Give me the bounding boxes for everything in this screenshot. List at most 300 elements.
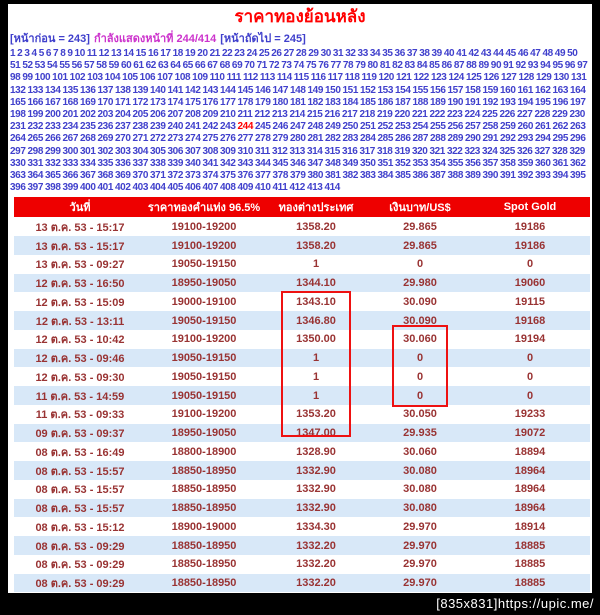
page-link[interactable]: 127 xyxy=(500,72,517,84)
page-link[interactable]: 10 xyxy=(74,48,85,59)
page-link[interactable]: 54 xyxy=(46,60,58,72)
page-link[interactable]: 16 xyxy=(147,48,159,59)
page-link[interactable]: 245 xyxy=(255,121,271,133)
page-link[interactable]: 314 xyxy=(306,145,323,157)
page-link[interactable]: 180 xyxy=(272,96,288,108)
page-link[interactable]: 264 xyxy=(10,133,26,145)
page-link[interactable]: 261 xyxy=(535,121,551,133)
page-link[interactable]: 142 xyxy=(185,84,201,96)
page-link[interactable]: 23 xyxy=(234,48,245,59)
prev-page-link[interactable]: [หน้าก่อน = 243] xyxy=(10,33,90,45)
page-link[interactable]: 205 xyxy=(132,109,148,121)
page-link[interactable]: 275 xyxy=(202,133,218,145)
page-link[interactable]: 161 xyxy=(517,84,533,96)
page-link[interactable]: 294 xyxy=(535,133,551,145)
page-link[interactable]: 328 xyxy=(551,145,568,157)
page-link[interactable]: 91 xyxy=(503,60,514,72)
page-link[interactable]: 330 xyxy=(10,157,26,169)
page-link[interactable]: 12 xyxy=(98,48,109,59)
page-link[interactable]: 164 xyxy=(570,84,586,96)
page-link[interactable]: 63 xyxy=(157,60,169,72)
page-link[interactable]: 22 xyxy=(221,48,233,59)
page-link[interactable]: 392 xyxy=(517,170,533,182)
page-link[interactable]: 97 xyxy=(577,60,588,72)
page-link[interactable]: 119 xyxy=(361,72,377,84)
page-link[interactable]: 340 xyxy=(185,157,201,169)
page-link[interactable]: 335 xyxy=(97,157,113,169)
page-link[interactable]: 203 xyxy=(97,109,113,121)
page-link[interactable]: 201 xyxy=(62,109,78,121)
page-link[interactable]: 274 xyxy=(185,133,201,145)
page-link[interactable]: 207 xyxy=(167,109,183,121)
page-link[interactable]: 273 xyxy=(167,133,183,145)
page-link[interactable]: 29 xyxy=(308,48,319,59)
page-link[interactable]: 169 xyxy=(80,96,96,108)
page-link[interactable]: 212 xyxy=(254,109,270,121)
page-link[interactable]: 283 xyxy=(342,133,358,145)
page-link[interactable]: 238 xyxy=(132,121,148,133)
page-link[interactable]: 28 xyxy=(295,48,307,59)
page-link[interactable]: 211 xyxy=(237,109,253,121)
page-link[interactable]: 312 xyxy=(271,145,288,157)
page-link[interactable]: 130 xyxy=(553,72,569,84)
page-link[interactable]: 139 xyxy=(132,84,148,96)
page-link[interactable]: 96 xyxy=(564,60,576,72)
page-link[interactable]: 291 xyxy=(482,133,498,145)
page-link[interactable]: 332 xyxy=(45,157,61,169)
page-link[interactable]: 400 xyxy=(80,182,96,194)
page-link[interactable]: 88 xyxy=(466,60,477,72)
page-link[interactable]: 196 xyxy=(552,96,568,108)
page-link[interactable]: 396 xyxy=(10,182,26,194)
page-link[interactable]: 1 xyxy=(10,48,16,59)
page-link[interactable]: 158 xyxy=(465,84,481,96)
page-link[interactable]: 369 xyxy=(115,170,131,182)
page-link[interactable]: 112 xyxy=(242,72,258,84)
page-link[interactable]: 132 xyxy=(10,84,26,96)
page-link[interactable]: 49 xyxy=(554,48,566,59)
page-link[interactable]: 229 xyxy=(551,109,568,121)
page-link[interactable]: 265 xyxy=(27,133,43,145)
page-link[interactable]: 65 xyxy=(182,60,193,72)
page-link[interactable]: 239 xyxy=(150,121,166,133)
page-link[interactable]: 110 xyxy=(209,72,225,84)
page-link[interactable]: 165 xyxy=(10,96,26,108)
page-link[interactable]: 351 xyxy=(377,157,393,169)
page-link[interactable]: 251 xyxy=(360,121,376,133)
page-link[interactable]: 195 xyxy=(535,96,551,108)
page-link[interactable]: 215 xyxy=(306,109,323,121)
page-link[interactable]: 220 xyxy=(394,109,410,121)
page-link[interactable]: 8 xyxy=(60,48,66,59)
page-link[interactable]: 363 xyxy=(10,170,26,182)
page-link[interactable]: 34 xyxy=(369,48,381,59)
page-link[interactable]: 226 xyxy=(499,109,515,121)
page-link[interactable]: 286 xyxy=(395,133,411,145)
page-link[interactable]: 223 xyxy=(446,109,463,121)
page-link[interactable]: 163 xyxy=(552,84,568,96)
page-link[interactable]: 184 xyxy=(342,96,358,108)
page-link[interactable]: 249 xyxy=(325,121,341,133)
page-link[interactable]: 90 xyxy=(490,60,502,72)
page-link[interactable]: 227 xyxy=(516,109,533,121)
page-link[interactable]: 138 xyxy=(115,84,131,96)
page-link[interactable]: 159 xyxy=(482,84,498,96)
page-link[interactable]: 299 xyxy=(45,145,61,157)
page-link[interactable]: 406 xyxy=(185,182,201,194)
page-link[interactable]: 64 xyxy=(170,60,181,72)
page-link[interactable]: 250 xyxy=(342,121,358,133)
page-link[interactable]: 99 xyxy=(22,72,33,84)
page-link[interactable]: 378 xyxy=(272,170,288,182)
page-link[interactable]: 170 xyxy=(97,96,113,108)
page-link[interactable]: 368 xyxy=(97,170,113,182)
page-link[interactable]: 222 xyxy=(429,109,445,121)
page-link[interactable]: 153 xyxy=(377,84,393,96)
page-link[interactable]: 307 xyxy=(185,145,201,157)
page-link[interactable]: 233 xyxy=(45,121,61,133)
page-link[interactable]: 94 xyxy=(540,60,551,72)
page-link[interactable]: 359 xyxy=(517,157,533,169)
page-link[interactable]: 350 xyxy=(360,157,376,169)
page-link[interactable]: 284 xyxy=(360,133,376,145)
page-link[interactable]: 379 xyxy=(290,170,306,182)
page-link[interactable]: 168 xyxy=(62,96,78,108)
page-link[interactable]: 352 xyxy=(395,157,411,169)
page-link[interactable]: 74 xyxy=(293,60,304,72)
page-link[interactable]: 354 xyxy=(430,157,446,169)
page-link[interactable]: 78 xyxy=(342,60,354,72)
page-link[interactable]: 7 xyxy=(53,48,59,59)
page-link[interactable]: 98 xyxy=(10,72,21,84)
page-link[interactable]: 353 xyxy=(412,157,428,169)
page-link[interactable]: 188 xyxy=(412,96,428,108)
page-link[interactable]: 197 xyxy=(570,96,586,108)
page-link[interactable]: 279 xyxy=(272,133,288,145)
page-link[interactable]: 240 xyxy=(167,121,183,133)
page-link[interactable]: 69 xyxy=(231,60,243,72)
page-link[interactable]: 321 xyxy=(429,145,445,157)
page-link[interactable]: 67 xyxy=(207,60,218,72)
page-link[interactable]: 2 xyxy=(17,48,23,59)
page-link[interactable]: 46 xyxy=(517,48,529,59)
page-link[interactable]: 292 xyxy=(500,133,516,145)
page-link[interactable]: 15 xyxy=(135,48,146,59)
page-link[interactable]: 339 xyxy=(167,157,183,169)
page-link[interactable]: 108 xyxy=(174,72,191,84)
page-link[interactable]: 151 xyxy=(342,84,358,96)
page-link[interactable]: 45 xyxy=(505,48,516,59)
page-link[interactable]: 150 xyxy=(325,84,341,96)
page-link[interactable]: 241 xyxy=(185,121,201,133)
page-link[interactable]: 6 xyxy=(45,48,52,59)
page-link[interactable]: 52 xyxy=(22,60,33,72)
page-link[interactable]: 122 xyxy=(413,72,429,84)
page-link[interactable]: 136 xyxy=(80,84,96,96)
page-link[interactable]: 243 xyxy=(220,121,236,133)
page-link[interactable]: 83 xyxy=(404,60,415,72)
page-link[interactable]: 377 xyxy=(255,170,271,182)
page-link[interactable]: 412 xyxy=(289,182,305,194)
page-link[interactable]: 256 xyxy=(447,121,463,133)
page-link[interactable]: 271 xyxy=(132,133,148,145)
page-link[interactable]: 280 xyxy=(290,133,306,145)
page-link[interactable]: 409 xyxy=(237,182,253,194)
page-link[interactable]: 18 xyxy=(172,48,183,59)
page-link[interactable]: 76 xyxy=(318,60,329,72)
page-link[interactable]: 77 xyxy=(330,60,341,72)
page-link[interactable]: 35 xyxy=(382,48,393,59)
page-link[interactable]: 86 xyxy=(441,60,452,72)
page-link[interactable]: 14 xyxy=(123,48,134,59)
page-link[interactable]: 44 xyxy=(493,48,504,59)
page-link[interactable]: 152 xyxy=(360,84,376,96)
page-link[interactable]: 300 xyxy=(62,145,78,157)
page-link[interactable]: 121 xyxy=(395,72,412,84)
page-link[interactable]: 242 xyxy=(202,121,218,133)
page-link[interactable]: 82 xyxy=(392,60,403,72)
page-link[interactable]: 100 xyxy=(34,72,51,84)
page-link[interactable]: 32 xyxy=(345,48,356,59)
page-link[interactable]: 347 xyxy=(307,157,323,169)
page-link[interactable]: 156 xyxy=(430,84,446,96)
page-link[interactable]: 356 xyxy=(465,157,481,169)
page-link[interactable]: 81 xyxy=(379,60,391,72)
page-link[interactable]: 47 xyxy=(530,48,541,59)
page-link[interactable]: 402 xyxy=(115,182,131,194)
page-link[interactable]: 323 xyxy=(464,145,480,157)
page-link[interactable]: 190 xyxy=(447,96,463,108)
page-link[interactable]: 87 xyxy=(453,60,465,72)
page-link[interactable]: 308 xyxy=(202,145,218,157)
page-link[interactable]: 25 xyxy=(258,48,270,59)
page-link[interactable]: 193 xyxy=(500,96,516,108)
page-link[interactable]: 116 xyxy=(310,72,326,84)
page-link[interactable]: 109 xyxy=(192,72,208,84)
page-link[interactable]: 183 xyxy=(325,96,341,108)
page-link[interactable]: 143 xyxy=(202,84,218,96)
page-link[interactable]: 72 xyxy=(268,60,280,72)
page-link[interactable]: 36 xyxy=(394,48,405,59)
page-link[interactable]: 385 xyxy=(395,170,411,182)
page-link[interactable]: 19 xyxy=(184,48,196,59)
page-link[interactable]: 59 xyxy=(108,60,119,72)
page-link[interactable]: 295 xyxy=(552,133,568,145)
page-link[interactable]: 397 xyxy=(27,182,43,194)
page-link[interactable]: 254 xyxy=(412,121,428,133)
page-link[interactable]: 24 xyxy=(246,48,257,59)
page-link[interactable]: 175 xyxy=(185,96,201,108)
page-link[interactable]: 41 xyxy=(456,48,467,59)
page-link[interactable]: 267 xyxy=(62,133,78,145)
page-link[interactable]: 27 xyxy=(283,48,294,59)
page-link[interactable]: 134 xyxy=(45,84,61,96)
page-link[interactable]: 204 xyxy=(115,109,131,121)
page-link[interactable]: 137 xyxy=(97,84,113,96)
page-link[interactable]: 141 xyxy=(167,84,183,96)
page-link[interactable]: 206 xyxy=(150,109,166,121)
page-link[interactable]: 334 xyxy=(80,157,96,169)
page-link[interactable]: 43 xyxy=(480,48,492,59)
page-link[interactable]: 293 xyxy=(517,133,533,145)
page-link[interactable]: 80 xyxy=(367,60,378,72)
page-link[interactable]: 305 xyxy=(150,145,166,157)
page-link[interactable]: 115 xyxy=(293,72,309,84)
page-link[interactable]: 26 xyxy=(271,48,282,59)
page-link[interactable]: 318 xyxy=(376,145,393,157)
page-link[interactable]: 247 xyxy=(290,121,306,133)
page-link[interactable]: 404 xyxy=(150,182,166,194)
page-link[interactable]: 263 xyxy=(570,121,586,133)
page-link[interactable]: 296 xyxy=(570,133,586,145)
page-link[interactable]: 176 xyxy=(202,96,218,108)
page-link[interactable]: 390 xyxy=(482,170,498,182)
page-link[interactable]: 285 xyxy=(377,133,393,145)
page-link[interactable]: 118 xyxy=(344,72,360,84)
page-link[interactable]: 413 xyxy=(306,182,323,194)
page-link[interactable]: 30 xyxy=(320,48,331,59)
page-link[interactable]: 9 xyxy=(67,48,73,59)
page-link[interactable]: 375 xyxy=(220,170,236,182)
next-page-link[interactable]: [หน้าถัดไป = 245] xyxy=(220,33,306,45)
page-link[interactable]: 310 xyxy=(237,145,253,157)
page-link[interactable]: 185 xyxy=(360,96,376,108)
page-link[interactable]: 255 xyxy=(430,121,446,133)
page-link[interactable]: 189 xyxy=(430,96,446,108)
page-link[interactable]: 214 xyxy=(289,109,305,121)
page-link[interactable]: 213 xyxy=(271,109,288,121)
page-link[interactable]: 209 xyxy=(202,109,218,121)
page-link[interactable]: 113 xyxy=(259,72,275,84)
page-link[interactable]: 282 xyxy=(325,133,341,145)
page-link[interactable]: 182 xyxy=(307,96,323,108)
page-link[interactable]: 372 xyxy=(167,170,183,182)
page-link[interactable]: 101 xyxy=(52,72,68,84)
page-link[interactable]: 304 xyxy=(132,145,148,157)
page-link[interactable]: 89 xyxy=(478,60,489,72)
page-link[interactable]: 259 xyxy=(500,121,516,133)
page-link[interactable]: 172 xyxy=(132,96,148,108)
page-link[interactable]: 85 xyxy=(429,60,440,72)
page-link[interactable]: 166 xyxy=(27,96,43,108)
page-link[interactable]: 376 xyxy=(237,170,253,182)
page-link[interactable]: 33 xyxy=(357,48,368,59)
page-link[interactable]: 171 xyxy=(115,96,131,108)
page-link[interactable]: 114 xyxy=(276,72,292,84)
page-link[interactable]: 216 xyxy=(324,109,340,121)
page-link[interactable]: 92 xyxy=(515,60,526,72)
page-link[interactable]: 126 xyxy=(483,72,499,84)
page-link[interactable]: 225 xyxy=(481,109,498,121)
page-link[interactable]: 31 xyxy=(332,48,344,59)
page-link[interactable]: 155 xyxy=(412,84,428,96)
page-link[interactable]: 111 xyxy=(226,72,241,84)
page-link[interactable]: 217 xyxy=(341,109,358,121)
page-link[interactable]: 343 xyxy=(237,157,253,169)
page-link[interactable]: 167 xyxy=(45,96,61,108)
page-link[interactable]: 410 xyxy=(255,182,271,194)
page-link[interactable]: 120 xyxy=(378,72,394,84)
page-link[interactable]: 174 xyxy=(167,96,183,108)
page-link[interactable]: 60 xyxy=(120,60,132,72)
page-link[interactable]: 383 xyxy=(360,170,376,182)
page-link[interactable]: 38 xyxy=(419,48,430,59)
page-link[interactable]: 315 xyxy=(324,145,340,157)
page-link[interactable]: 337 xyxy=(132,157,148,169)
page-link[interactable]: 157 xyxy=(447,84,463,96)
page-link[interactable]: 382 xyxy=(342,170,358,182)
page-link[interactable]: 202 xyxy=(80,109,96,121)
page-link[interactable]: 394 xyxy=(552,170,568,182)
page-link[interactable]: 269 xyxy=(97,133,113,145)
page-link[interactable]: 327 xyxy=(534,145,550,157)
page-link[interactable]: 145 xyxy=(237,84,253,96)
page-link[interactable]: 221 xyxy=(411,109,428,121)
page-link[interactable]: 246 xyxy=(272,121,288,133)
page-link[interactable]: 66 xyxy=(194,60,206,72)
page-link[interactable]: 179 xyxy=(255,96,271,108)
page-link[interactable]: 289 xyxy=(447,133,463,145)
page-link[interactable]: 219 xyxy=(376,109,393,121)
page-link[interactable]: 17 xyxy=(160,48,171,59)
page-link[interactable]: 272 xyxy=(150,133,166,145)
page-link[interactable]: 290 xyxy=(465,133,481,145)
page-link[interactable]: 358 xyxy=(500,157,516,169)
page-link[interactable]: 42 xyxy=(468,48,479,59)
page-link[interactable]: 362 xyxy=(570,157,586,169)
page-link[interactable]: 302 xyxy=(97,145,113,157)
page-link[interactable]: 117 xyxy=(327,72,343,84)
page-link[interactable]: 277 xyxy=(237,133,253,145)
page-link[interactable]: 106 xyxy=(139,72,156,84)
page-link[interactable]: 56 xyxy=(71,60,82,72)
page-link[interactable]: 287 xyxy=(412,133,428,145)
page-link[interactable]: 357 xyxy=(482,157,498,169)
page-link[interactable]: 341 xyxy=(202,157,218,169)
page-link[interactable]: 123 xyxy=(430,72,447,84)
page-link[interactable]: 162 xyxy=(535,84,551,96)
page-link[interactable]: 381 xyxy=(325,170,341,182)
page-link[interactable]: 68 xyxy=(219,60,230,72)
page-link[interactable]: 336 xyxy=(115,157,131,169)
page-link[interactable]: 124 xyxy=(448,72,464,84)
page-link[interactable]: 186 xyxy=(377,96,393,108)
page-link[interactable]: 386 xyxy=(412,170,428,182)
page-link[interactable]: 365 xyxy=(45,170,61,182)
page-link[interactable]: 408 xyxy=(220,182,236,194)
page-link[interactable]: 210 xyxy=(220,109,236,121)
page-link[interactable]: 107 xyxy=(157,72,173,84)
page-link[interactable]: 181 xyxy=(290,96,306,108)
page-link[interactable]: 146 xyxy=(255,84,271,96)
page-link[interactable]: 331 xyxy=(27,157,43,169)
page-link[interactable]: 288 xyxy=(430,133,446,145)
page-link[interactable]: 187 xyxy=(395,96,411,108)
page-link[interactable]: 11 xyxy=(86,48,97,59)
page-link[interactable]: 266 xyxy=(45,133,61,145)
page-link[interactable]: 268 xyxy=(80,133,96,145)
page-link[interactable]: 194 xyxy=(517,96,533,108)
page-link[interactable]: 309 xyxy=(220,145,236,157)
page-link[interactable]: 316 xyxy=(341,145,358,157)
page-link[interactable]: 387 xyxy=(430,170,446,182)
page-link[interactable]: 348 xyxy=(325,157,341,169)
page-link[interactable]: 224 xyxy=(464,109,480,121)
page-link[interactable]: 135 xyxy=(62,84,78,96)
page-link[interactable]: 198 xyxy=(10,109,26,121)
page-link[interactable]: 178 xyxy=(237,96,253,108)
page-link[interactable]: 102 xyxy=(69,72,86,84)
